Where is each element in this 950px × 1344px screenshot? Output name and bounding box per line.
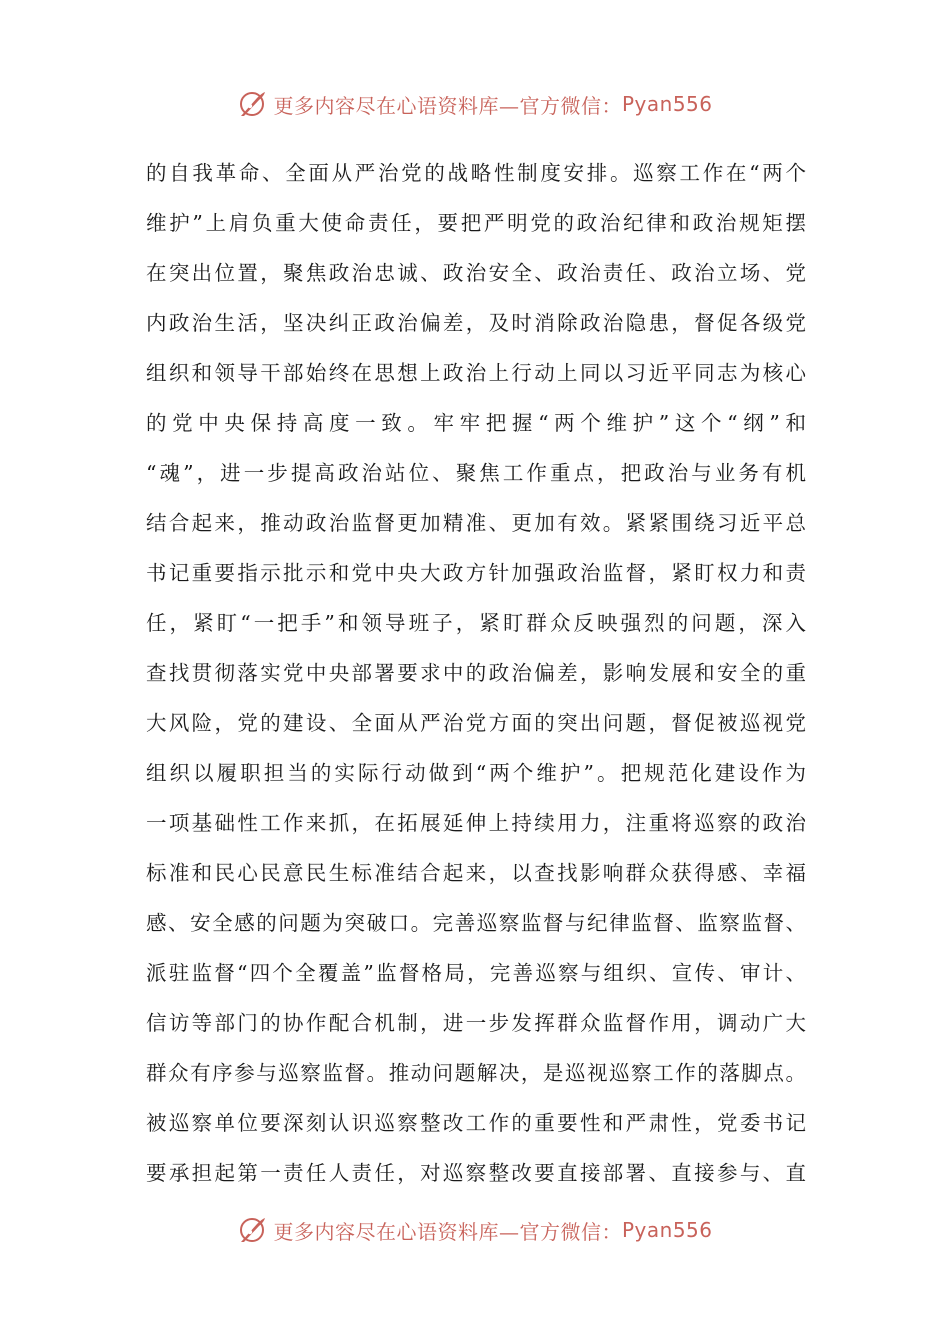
body-line: 要承担起第一责任人责任，对巡察整改要直接部署、直接参与、直 — [146, 1161, 806, 1185]
footer-text: 更多内容尽在心语资料库—官方微信： — [273, 1219, 622, 1244]
body-line: 一项基础性工作来抓，在拓展延伸上持续用力，注重将巡察的政治 — [146, 811, 806, 835]
body-line: 派驻监督“四个全覆盖”监督格局，完善巡察与组织、宣传、审计、 — [146, 961, 806, 985]
footer-watermark — [0, 1210, 950, 1250]
body-line: 维护”上肩负重大使命责任，要把严明党的政治纪律和政治规矩摆 — [146, 211, 806, 235]
body-line: 被巡察单位要深刻认识巡察整改工作的重要性和严肃性，党委书记 — [146, 1111, 806, 1135]
body-line: 大风险，党的建设、全面从严治党方面的突出问题，督促被巡视党 — [146, 711, 806, 735]
body-line: 查找贯彻落实党中央部署要求中的政治偏差，影响发展和安全的重 — [146, 661, 806, 685]
body-line: 信访等部门的协作配合机制，进一步发挥群众监督作用，调动广大 — [146, 1011, 806, 1035]
body-line: 群众有序参与巡察监督。推动问题解决，是巡视巡察工作的落脚点。 — [146, 1061, 806, 1085]
body-line: 的自我革命、全面从严治党的战略性制度安排。巡察工作在“两个 — [146, 161, 806, 185]
document-body — [146, 148, 836, 1198]
body-line: 内政治生活，坚决纠正政治偏差，及时消除政治隐患，督促各级党 — [146, 311, 806, 335]
quill-pen-seal-icon — [237, 1215, 267, 1245]
body-line: 感、安全感的问题为突破口。完善巡察监督与纪律监督、监察监督、 — [146, 911, 806, 935]
body-line: “魂”，进一步提高政治站位、聚焦工作重点，把政治与业务有机 — [146, 461, 806, 485]
header-watermark — [0, 84, 950, 124]
header-wechat-id: Pyan556 — [621, 92, 713, 116]
quill-pen-seal-icon — [237, 89, 267, 119]
body-line: 组织和领导干部始终在思想上政治上行动上同以习近平同志为核心 — [146, 361, 806, 385]
body-line: 结合起来，推动政治监督更加精准、更加有效。紧紧围绕习近平总 — [146, 511, 806, 535]
body-line: 在突出位置，聚焦政治忠诚、政治安全、政治责任、政治立场、党 — [146, 261, 806, 285]
body-line: 标准和民心民意民生标准结合起来，以查找影响群众获得感、幸福 — [146, 861, 806, 885]
header-text: 更多内容尽在心语资料库—官方微信： — [273, 93, 622, 118]
footer-wechat-id: Pyan556 — [621, 1218, 713, 1242]
body-line: 任，紧盯“一把手”和领导班子，紧盯群众反映强烈的问题，深入 — [146, 611, 806, 635]
body-line: 书记重要指示批示和党中央大政方针加强政治监督，紧盯权力和责 — [146, 561, 806, 585]
body-line: 组织以履职担当的实际行动做到“两个维护”。把规范化建设作为 — [146, 761, 806, 785]
body-line: 的党中央保持高度一致。牢牢把握“两个维护”这个“纲”和 — [146, 411, 806, 435]
